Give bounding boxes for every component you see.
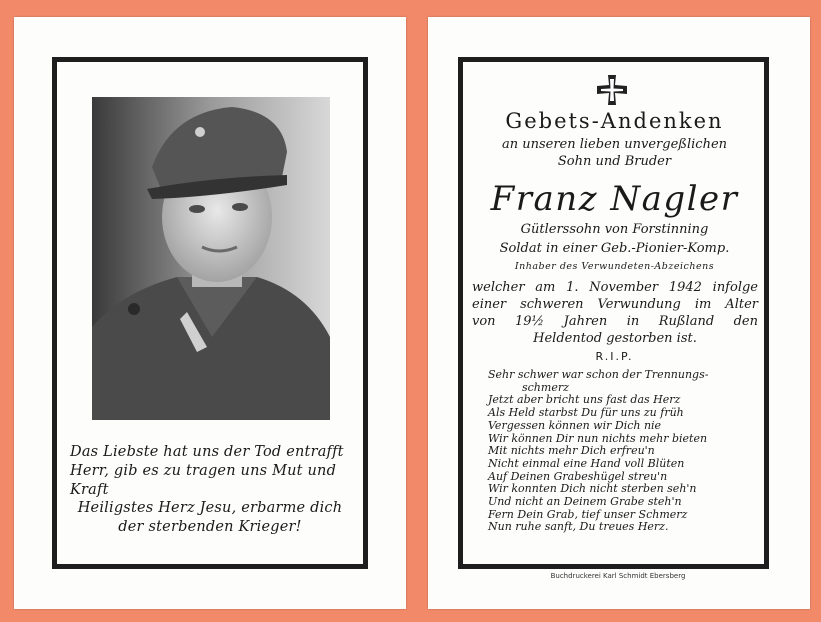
poem-line: Sehr schwer war schon der Trennungs-: [488, 368, 709, 381]
poem-line: Nun ruhe sanft, Du treues Herz.: [488, 520, 669, 534]
verse-block-2: [70, 499, 350, 537]
verse-line: Herr, gib es zu tragen uns Mut und Kraft: [70, 463, 337, 498]
description-line: Soldat in einer Geb.-Pionier-Komp.: [499, 241, 730, 256]
poem-line: Auf Deinen Grabeshügel streu'n: [488, 469, 668, 483]
subtitle-line: an unseren lieben unvergeßlichen: [501, 137, 728, 152]
verse-line: Das Liebste hat uns der Tod entrafft: [70, 444, 344, 460]
poem-line: Jetzt aber bricht uns fast das Herz: [488, 393, 681, 407]
poem-line: Wir können Dir nun nichts mehr bieten: [488, 431, 708, 445]
soldier-portrait-photo: [92, 97, 330, 420]
poem-line: Fern Dein Grab, tief unser Schmerz: [488, 507, 688, 521]
description-line: Inhaber des Verwundeten-Abzeichens: [514, 261, 715, 272]
poem-line: Vergessen können wir Dich nie: [488, 418, 662, 432]
subtitle-line: Sohn und Bruder: [557, 154, 672, 169]
poem-line: Und nicht an Deinem Grabe steh'n: [488, 495, 682, 509]
poem-line: Wir konnten Dich nicht sterben seh'n: [488, 482, 697, 496]
death-notice-line: von 19½ Jahren in Rußland den: [472, 314, 758, 329]
poem-line: Nicht einmal eine Hand voll Blüten: [488, 456, 685, 470]
poem-line: Mit nichts mehr Dich erfreu'n: [488, 444, 655, 458]
poem-line: schmerz: [522, 380, 569, 394]
poem: [488, 369, 758, 534]
poem-line: Als Held starbst Du für uns zu früh: [488, 406, 684, 420]
death-notice-line: Heldentod gestorben ist.: [533, 331, 697, 346]
deceased-name: Franz Nagler: [490, 179, 739, 219]
description-line: Gütlerssohn von Forstinning: [520, 222, 709, 237]
card-title: Gebets-Andenken: [505, 109, 724, 133]
printer-credit: Buchdruckerei Karl Schmidt Ebersberg: [550, 572, 686, 580]
verse-block-1: [70, 443, 350, 500]
rip-text: R.I.P.: [595, 350, 634, 363]
memorial-card-front: [14, 17, 406, 609]
death-notice-line: einer schweren Verwundung im Alter: [472, 297, 758, 312]
death-notice-line: welcher am 1. November 1942 infolge: [472, 280, 758, 295]
iron-cross-icon: [595, 73, 629, 107]
verse-line: der sterbenden Krieger!: [118, 519, 302, 535]
verse-line: Heiligstes Herz Jesu, erbarme dich: [77, 500, 343, 516]
memorial-card-back: [428, 17, 810, 609]
